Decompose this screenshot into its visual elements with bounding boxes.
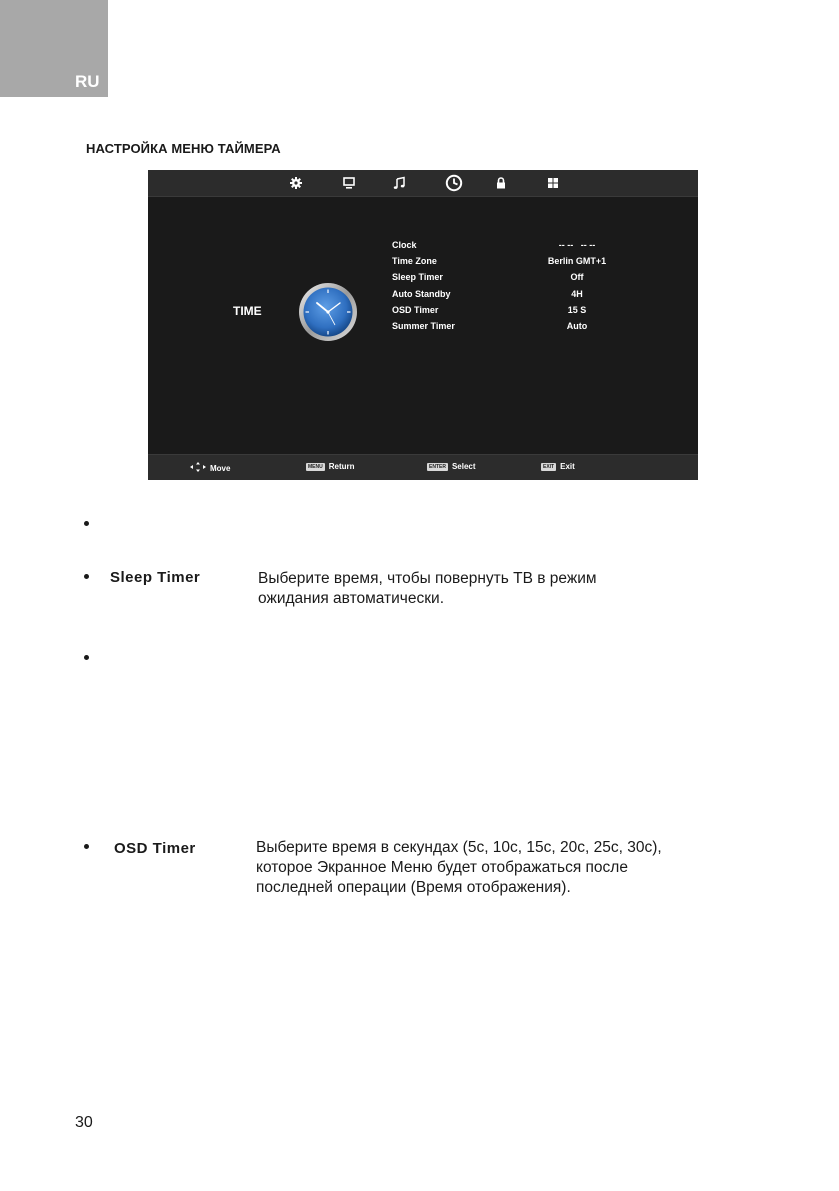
menu-item-value: 15 S <box>567 304 587 315</box>
bullet-sleep-timer <box>84 574 89 579</box>
enter-key-badge: ENTER <box>429 464 446 470</box>
menu-item-value: Auto <box>566 320 588 331</box>
menu-item-clock[interactable] <box>392 240 672 256</box>
gear-icon[interactable] <box>289 176 303 190</box>
menu-item-label: OSD Timer <box>392 304 439 315</box>
bullet-empty <box>84 655 89 660</box>
term-osd-timer: OSD Timer <box>114 840 196 857</box>
arrows-icon <box>190 462 206 472</box>
desc-line: последней операции (Время отображения). <box>256 879 571 896</box>
osd-top-bar <box>148 170 698 197</box>
language-tab <box>0 0 108 97</box>
apps-icon[interactable] <box>546 176 560 190</box>
language-code: RU <box>75 72 100 91</box>
bullet-empty <box>84 521 89 526</box>
menu-item-label: Time Zone <box>392 256 437 267</box>
hint-move <box>190 462 230 473</box>
menu-item-label: Auto Standby <box>392 288 451 299</box>
menu-item-label: Clock <box>392 240 417 250</box>
desc-line: которое Экранное Меню будет отображаться после <box>256 859 628 876</box>
desc-line: Выберите время в секундах (5с, 10с, 15с, 20с, 25с, 30с), <box>256 839 662 856</box>
desc-osd-timer <box>256 838 662 898</box>
hint-select <box>427 462 476 471</box>
menu-item-label: Sleep Timer <box>392 272 443 283</box>
menu-item-value: -- -- -- -- <box>558 240 596 250</box>
page-number: 30 <box>75 1114 93 1131</box>
section-title: НАСТРОЙКА МЕНЮ ТАЙМЕРА <box>86 141 281 156</box>
clock-illustration <box>298 282 358 342</box>
menu-item-value: Berlin GMT+1 <box>547 256 607 267</box>
menu-item-value: Off <box>570 272 584 283</box>
term-sleep-timer: Sleep Timer <box>110 569 201 586</box>
hint-return <box>306 462 355 471</box>
lock-icon[interactable] <box>494 176 508 190</box>
menu-key-badge: MENU <box>308 464 323 470</box>
menu-item-osd-timer[interactable] <box>392 305 672 321</box>
time-menu-list <box>392 240 672 337</box>
hint-move-label: Move <box>210 464 231 473</box>
hint-select-label: Select <box>451 462 476 471</box>
desc-line: ожидания автоматически. <box>258 590 444 607</box>
hint-exit-label: Exit <box>560 462 575 471</box>
menu-item-sleep-timer[interactable] <box>392 272 672 288</box>
hint-return-label: Return <box>328 462 355 471</box>
clock-icon[interactable] <box>445 174 463 192</box>
menu-item-value: 4H <box>571 288 583 299</box>
hint-exit <box>541 462 575 471</box>
menu-item-summer-timer[interactable] <box>392 321 672 337</box>
music-icon[interactable] <box>392 176 406 190</box>
monitor-icon[interactable] <box>342 176 356 190</box>
menu-item-auto-standby[interactable] <box>392 289 672 305</box>
tv-osd-screenshot <box>148 170 698 480</box>
desc-line: Выберите время, чтобы повернуть ТВ в режим <box>258 570 597 587</box>
osd-section-label: TIME <box>233 304 262 318</box>
exit-key-badge: EXIT <box>543 464 555 470</box>
bullet-osd-timer <box>84 844 89 849</box>
osd-hint-bar <box>148 454 698 480</box>
desc-sleep-timer <box>258 569 597 609</box>
menu-item-label: Summer Timer <box>392 320 455 331</box>
menu-item-time-zone[interactable] <box>392 256 672 272</box>
